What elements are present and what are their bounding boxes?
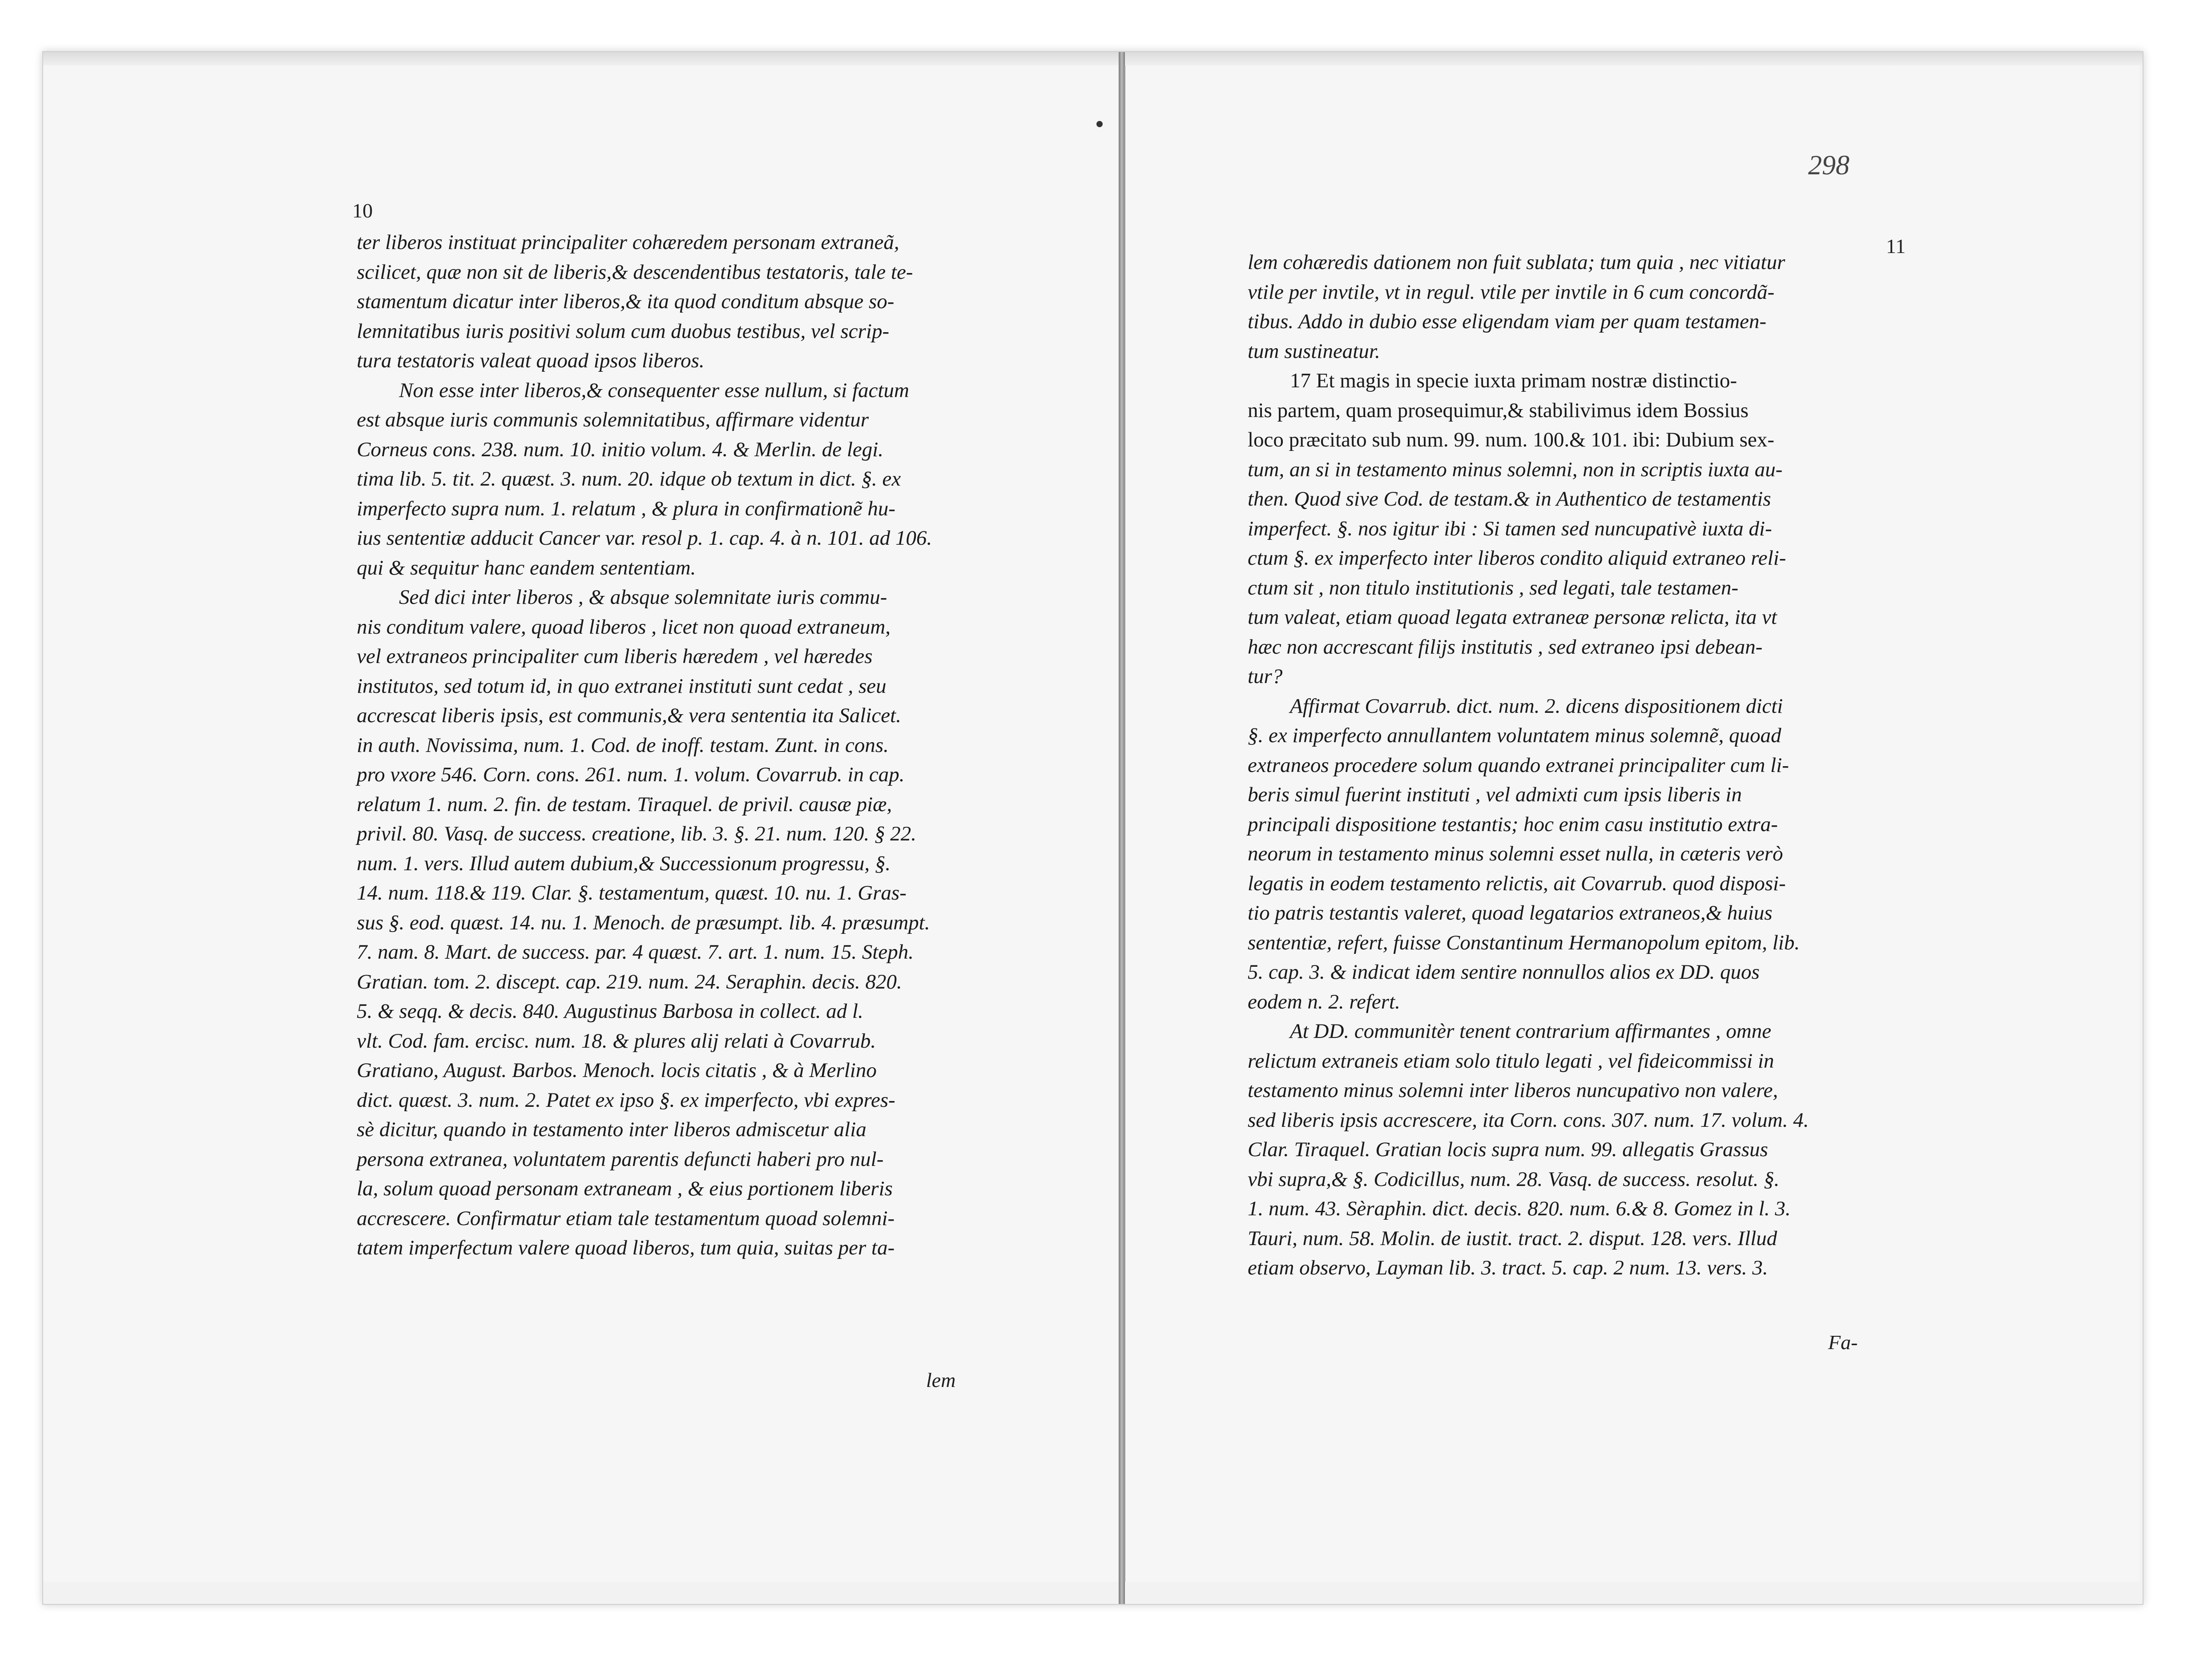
text-line: 7. nam. 8. Mart. de success. par. 4 quæst. 7. art. 1. num. 15. Steph. bbox=[357, 941, 914, 964]
text-line: §. ex imperfecto annullantem voluntatem minus solemnẽ, quoad bbox=[1248, 724, 1781, 747]
text-line: nis conditum valere, quoad liberos , licet non quoad extraneum, bbox=[357, 615, 891, 639]
text-line: principali dispositione testantis; hoc enim casu institutio extra- bbox=[1248, 812, 1778, 836]
text-line: hæc non accrescant filijs institutis , sed extraneo ipsi debean- bbox=[1248, 635, 1763, 659]
text-line: neorum in testamento minus solemni esset nulla, in cæteris verò bbox=[1248, 842, 1783, 865]
text-line: sè dicitur, quando in testamento inter liberos admiscetur alia bbox=[357, 1118, 866, 1141]
text-line: in auth. Novissima, num. 1. Cod. de inoff. testam. Zunt. in cons. bbox=[357, 733, 889, 757]
text-line: ius sententiæ adducit Cancer var. resol p. 1. cap. 4. à n. 101. ad 106. bbox=[357, 527, 932, 550]
text-line: legatis in eodem testamento relictis, ait Covarrub. quod disposi- bbox=[1248, 872, 1786, 895]
text-line: scilicet, quæ non sit de liberis,& descendentibus testatoris, tale te- bbox=[357, 260, 913, 284]
text-line: nis partem, quam prosequimur,& stabilivimus idem Bossius bbox=[1248, 398, 1749, 422]
binding-mark bbox=[1096, 121, 1103, 127]
text-line: extraneos procedere solum quando extranei principaliter cum li- bbox=[1248, 753, 1789, 777]
text-line: ctum sit , non titulo institutionis , sed legati, tale testamen- bbox=[1248, 576, 1739, 599]
text-line: Gratian. tom. 2. discept. cap. 219. num. 24. Seraphin. decis. 820. bbox=[357, 970, 902, 993]
folio-number: 298 bbox=[1808, 150, 1849, 181]
text-line: stamentum dicatur inter liberos,& ita quod conditum absque so- bbox=[357, 290, 894, 313]
text-line: Affirmat Covarrub. dict. num. 2. dicens dispositionem dicti bbox=[1290, 694, 1783, 718]
right-catchword: Fa- bbox=[1828, 1331, 1858, 1354]
text-line: Clar. Tiraquel. Gratian locis supra num. 99. allegatis Grassus bbox=[1248, 1138, 1768, 1161]
text-line: Gratiano, August. Barbos. Menoch. locis citatis , & à Merlino bbox=[357, 1059, 877, 1082]
left-catchword: lem bbox=[926, 1369, 956, 1391]
right-page-number: 11 bbox=[1886, 235, 1906, 257]
text-line: 5. cap. 3. & indicat idem sentire nonnullos alios ex DD. quos bbox=[1248, 961, 1760, 984]
text-line: imperfecto supra num. 1. relatum , & plura in confirmationẽ hu- bbox=[357, 497, 896, 520]
text-line: la, solum quoad personam extraneam , & eius portionem liberis bbox=[357, 1177, 893, 1200]
text-line: relictum extraneis etiam solo titulo legati , vel fideicommissi in bbox=[1248, 1049, 1774, 1073]
text-line: Corneus cons. 238. num. 10. initio volum. 4. & Merlin. de legi. bbox=[357, 438, 884, 461]
text-line: num. 1. vers. Illud autem dubium,& Successionum progressu, §. bbox=[357, 852, 891, 875]
text-line: dict. quæst. 3. num. 2. Patet ex ipso §. ex imperfecto, vbi expres- bbox=[357, 1088, 895, 1112]
text-line: sus §. eod. quæst. 14. nu. 1. Menoch. de præsumpt. lib. 4. præsumpt. bbox=[357, 911, 930, 934]
text-line: tibus. Addo in dubio esse eligendam viam per quam testamen- bbox=[1248, 310, 1767, 333]
text-line: At DD. communitèr tenent contrarium affirmantes , omne bbox=[1290, 1020, 1772, 1043]
text-line: eodem n. 2. refert. bbox=[1248, 990, 1400, 1013]
open-book-spread bbox=[42, 51, 2144, 1605]
text-line: est absque iuris communis solemnitatibus, affirmare videntur bbox=[357, 408, 869, 431]
text-line: vlt. Cod. fam. ercisc. num. 18. & plures alij relati à Covarrub. bbox=[357, 1029, 876, 1053]
text-line: accrescere. Confirmatur etiam tale testamentum quoad solemni- bbox=[357, 1206, 895, 1230]
left-page-text bbox=[357, 228, 1006, 1263]
right-page-text bbox=[1248, 248, 1888, 1283]
text-line: ctum §. ex imperfecto inter liberos condito aliquid extraneo reli- bbox=[1248, 547, 1786, 570]
text-line: tur? bbox=[1248, 665, 1283, 688]
text-line: tatem imperfectum valere quoad liberos, tum quia, suitas per ta- bbox=[357, 1236, 895, 1259]
text-line: 5. & seqq. & decis. 840. Augustinus Barbosa in collect. ad l. bbox=[357, 1000, 863, 1023]
text-line: pro vxore 546. Corn. cons. 261. num. 1. volum. Covarrub. in cap. bbox=[357, 763, 905, 786]
text-line: privil. 80. Vasq. de success. creatione, lib. 3. §. 21. num. 120. § 22. bbox=[357, 822, 916, 845]
text-line: vbi supra,& §. Codicillus, num. 28. Vasq. de success. resolut. §. bbox=[1248, 1167, 1780, 1191]
text-line: imperfect. §. nos igitur ibi : Si tamen sed nuncupativè iuxta di- bbox=[1248, 517, 1772, 540]
text-line: tum valeat, etiam quoad legata extraneæ personæ relicta, ita vt bbox=[1248, 606, 1777, 629]
text-line: tum sustineatur. bbox=[1248, 339, 1380, 363]
text-line: persona extranea, voluntatem parentis defuncti haberi pro nul- bbox=[357, 1147, 884, 1171]
text-line: sed liberis ipsis accrescere, ita Corn. cons. 307. num. 17. volum. 4. bbox=[1248, 1108, 1809, 1132]
text-line: Tauri, num. 58. Molin. de iustit. tract. 2. disput. 128. vers. Illud bbox=[1248, 1226, 1777, 1250]
right-page bbox=[1124, 65, 2139, 1582]
left-page bbox=[43, 65, 1121, 1582]
text-line: institutos, sed totum id, in quo extranei instituti sunt cedat , seu bbox=[357, 674, 886, 698]
text-line: tura testatoris valeat quoad ipsos liberos. bbox=[357, 349, 705, 372]
text-line: tio patris testantis valeret, quoad legatarios extraneos,& huius bbox=[1248, 901, 1773, 924]
text-line: Non esse inter liberos,& consequenter esse nullum, si factum bbox=[399, 378, 910, 402]
text-line: relatum 1. num. 2. fin. de testam. Tiraquel. de privil. causæ piæ, bbox=[357, 792, 892, 816]
text-line: Sed dici inter liberos , & absque solemnitate iuris commu- bbox=[399, 586, 887, 609]
text-line: tima lib. 5. tit. 2. quæst. 3. num. 20. idque ob textum in dict. §. ex bbox=[357, 467, 901, 490]
text-line: lemnitatibus iuris positivi solum cum duobus testibus, vel scrip- bbox=[357, 319, 890, 343]
text-line: then. Quod sive Cod. de testam.& in Authentico de testamentis bbox=[1248, 487, 1771, 510]
left-page-number: 10 bbox=[352, 199, 373, 222]
text-line: lem cohæredis dationem non fuit sublata; tum quia , nec vitiatur bbox=[1248, 251, 1785, 274]
text-line: accrescat liberis ipsis, est communis,& vera sententia ita Salicet. bbox=[357, 704, 901, 727]
text-line: loco præcitato sub num. 99. num. 100.& 101. ibi: Dubium sex- bbox=[1248, 428, 1775, 451]
text-line: ter liberos instituat principaliter cohæredem personam extraneã, bbox=[357, 231, 899, 254]
page-top-edge bbox=[43, 52, 2143, 67]
text-line: testamento minus solemni inter liberos nuncupativo non valere, bbox=[1248, 1079, 1778, 1102]
text-line: tum, an si in testamento minus solemni, non in scriptis iuxta au- bbox=[1248, 458, 1783, 481]
text-line: vtile per invtile, vt in regul. vtile per invtile in 6 cum concordã- bbox=[1248, 280, 1775, 304]
text-line: qui & sequitur hanc eandem sententiam. bbox=[357, 556, 696, 579]
text-line: 14. num. 118.& 119. Clar. §. testamentum, quæst. 10. nu. 1. Gras- bbox=[357, 881, 907, 904]
text-line: 1. num. 43. Sèraphin. dict. decis. 820. num. 6.& 8. Gomez in l. 3. bbox=[1248, 1197, 1791, 1220]
text-line: sententiæ, refert, fuisse Constantinum Hermanopolum epitom, lib. bbox=[1248, 931, 1800, 954]
text-line: vel extraneos principaliter cum liberis hæredem , vel hæredes bbox=[357, 645, 873, 668]
text-line: etiam observo, Layman lib. 3. tract. 5. cap. 2 num. 13. vers. 3. bbox=[1248, 1256, 1768, 1279]
text-line: beris simul fuerint instituti , vel admixti cum ipsis liberis in bbox=[1248, 783, 1742, 806]
text-line: 17 Et magis in specie iuxta primam nostræ distinctio- bbox=[1290, 369, 1737, 392]
